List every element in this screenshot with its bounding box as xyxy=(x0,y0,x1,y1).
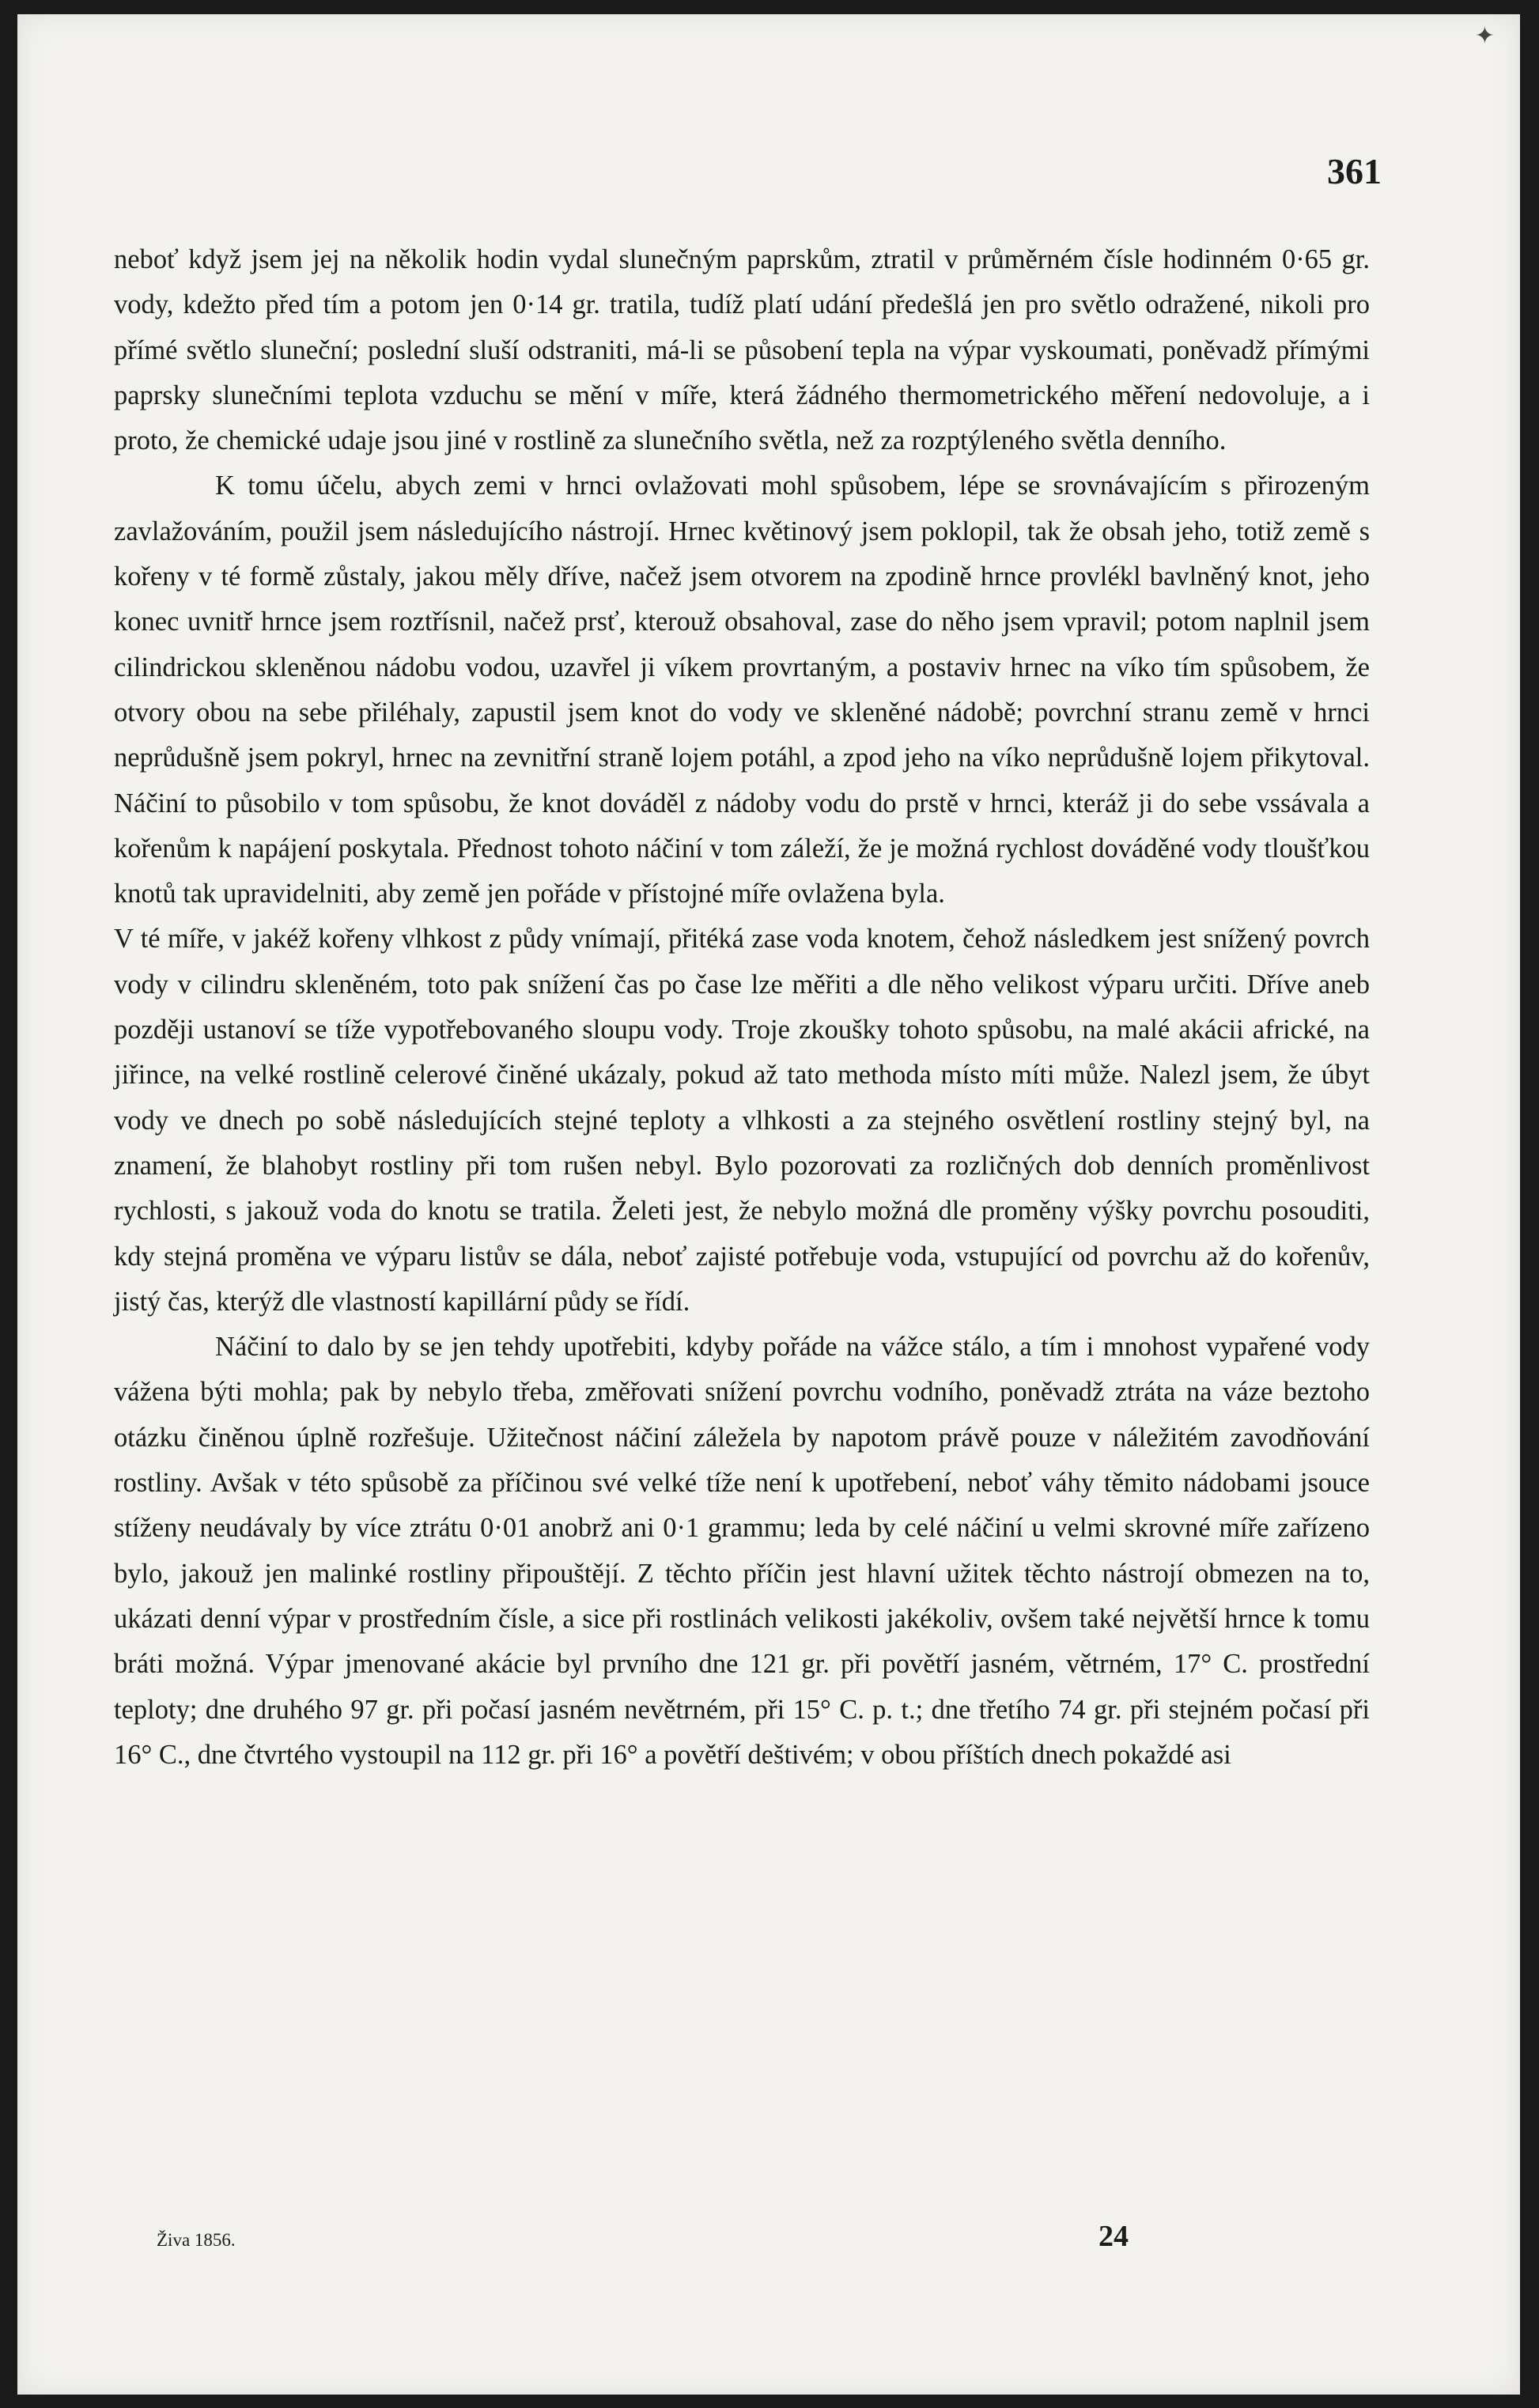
footer-source: Živa 1856. xyxy=(157,2230,236,2250)
scan-artifact-icon: ✦ xyxy=(1474,23,1495,49)
document-page xyxy=(17,14,1520,2395)
paragraph: K tomu účelu, abych zemi v hrnci ovlažovati mohl spůsobem, lépe se srovnávajícím s přirozeným zavlažováním, použil jsem následujícího nástrojí. Hrnec květinový jsem poklopil, tak že obsah jeho, totiž země s kořeny v té formě zůstaly, jakou měly dříve, načež jsem otvorem na zpodině hrnce provlékl bavlněný knot, jeho konec uvnitř hrnce jsem roztřísnil, načež prsť, kterouž obsahoval, zase do něho jsem vpravil; potom naplnil jsem cilindrickou skleněnou nádobu vodou, uzavřel ji víkem provrtaným, a postaviv hrnec na víko tím spůsobem, že otvory obou na sebe přiléhaly, zapustil jsem knot do vody ve skleněné nádobě; povrchní stranu země v hrnci neprůdušně jsem pokryl, hrnec na zevnitřní straně lojem potáhl, a zpod jeho na víko neprůdušně lojem přikytoval. Náčiní to působilo v tom spůsobu, že knot dováděl z nádoby vodu do prstě v hrnci, kteráž ji do sebe vssávala a kořenům k napájení poskytala. Přednost tohoto náčiní v tom záleží, že je možná rychlost dováděné vody tloušťkou knotů tak upravidelniti, aby země jen pořáde v přístojné míře ovlažena byla. xyxy=(114,471,1370,909)
paragraph: Náčiní to dalo by se jen tehdy upotřebiti, kdyby pořáde na vážce stálo, a tím i mnohost vypařené vody vážena býti mohla; pak by nebylo třeba, změřovati snížení povrchu vodního, poněvadž ztráta na váze beztoho otázku činěnou úplně rozřešuje. Užitečnost náčiní záležela by napotom právě pouze v náležitém zavodňování rostliny. Avšak v této spůsobě za příčinou své velké tíže není k upotřebení, neboť váhy těmito nádobami jsouce stíženy neudávaly by více ztrátu 0·01 anobrž ani 0·1 grammu; leda by celé náčiní u velmi skrovné míře zařízeno bylo, jakouž jen malinké rostliny připouštějí. Z těchto příčin jest hlavní užitek těchto nástrojí obmezen na to, ukázati denní výpar v prostředním čísle, a sice při rostlinách velikosti jakékoliv, ovšem také největší hrnce k tomu bráti možná. Výpar jmenované akácie byl prvního dne 121 gr. při povětří jasném, větrném, 17° C. prostřední teploty; dne druhého 97 gr. při počasí jasném nevětrném, při 15° C. p. t.; dne třetího 74 gr. při stejném počasí při 16° C., dne čtvrtého vystoupil na 112 gr. při 16° a povětří deštivém; v obou příštích dnech pokaždé asi xyxy=(114,1332,1370,1770)
footer-signature: 24 xyxy=(1098,2220,1129,2253)
paragraph: neboť když jsem jej na několik hodin vydal slunečným paprskům, ztratil v průměrném čísle hodinném 0·65 gr. vody, kdežto před tím a potom jen 0·14 gr. tratila, tudíž platí udání předešlá jen pro světlo odražené, nikoli pro přímé světlo sluneční; poslední sluší odstraniti, má-li se působení tepla na výpar vyskoumati, poněvadž přímými paprsky slunečními teplota vzduchu se mění v míře, která žádného thermometrického měření nedovoluje, a i proto, že chemické udaje jsou jiné v rostlině za slunečního světla, než za rozptýleného světla denního. xyxy=(114,244,1370,456)
page-number: 361 xyxy=(1327,151,1382,191)
paragraph: V té míře, v jakéž kořeny vlhkost z půdy vnímají, přitéká zase voda knotem, čehož následkem jest snížený povrch vody v cilindru skleněném, toto pak snížení čas po čase lze měřiti a dle něho velikost výparu určiti. Dříve aneb později ustanoví se tíže vypotřebovaného sloupu vody. Troje zkoušky tohoto spůsobu, na malé akácii africké, na jiřince, na velké rostlině celerové činěné ukázaly, pokud až tato methoda místo míti může. Nalezl jsem, že úbyt vody ve dnech po sobě následujících stejné teploty a vlhkosti a za stejného osvětlení rostliny stejný byl, na znamení, že blahobyt rostliny při tom rušen nebyl. Bylo pozorovati za rozličných dob denních proměnlivost rychlosti, s jakouž voda do knotu se tratila. Želeti jest, že nebylo možná dle proměny výšky povrchu posouditi, kdy stejná proměna ve výparu listův se dála, neboť zajisté potřebuje voda, vstupující od povrchu až do kořenův, jistý čas, kterýž dle vlastností kapillární půdy se řídí. xyxy=(114,924,1370,1317)
body-text xyxy=(114,237,1370,1778)
